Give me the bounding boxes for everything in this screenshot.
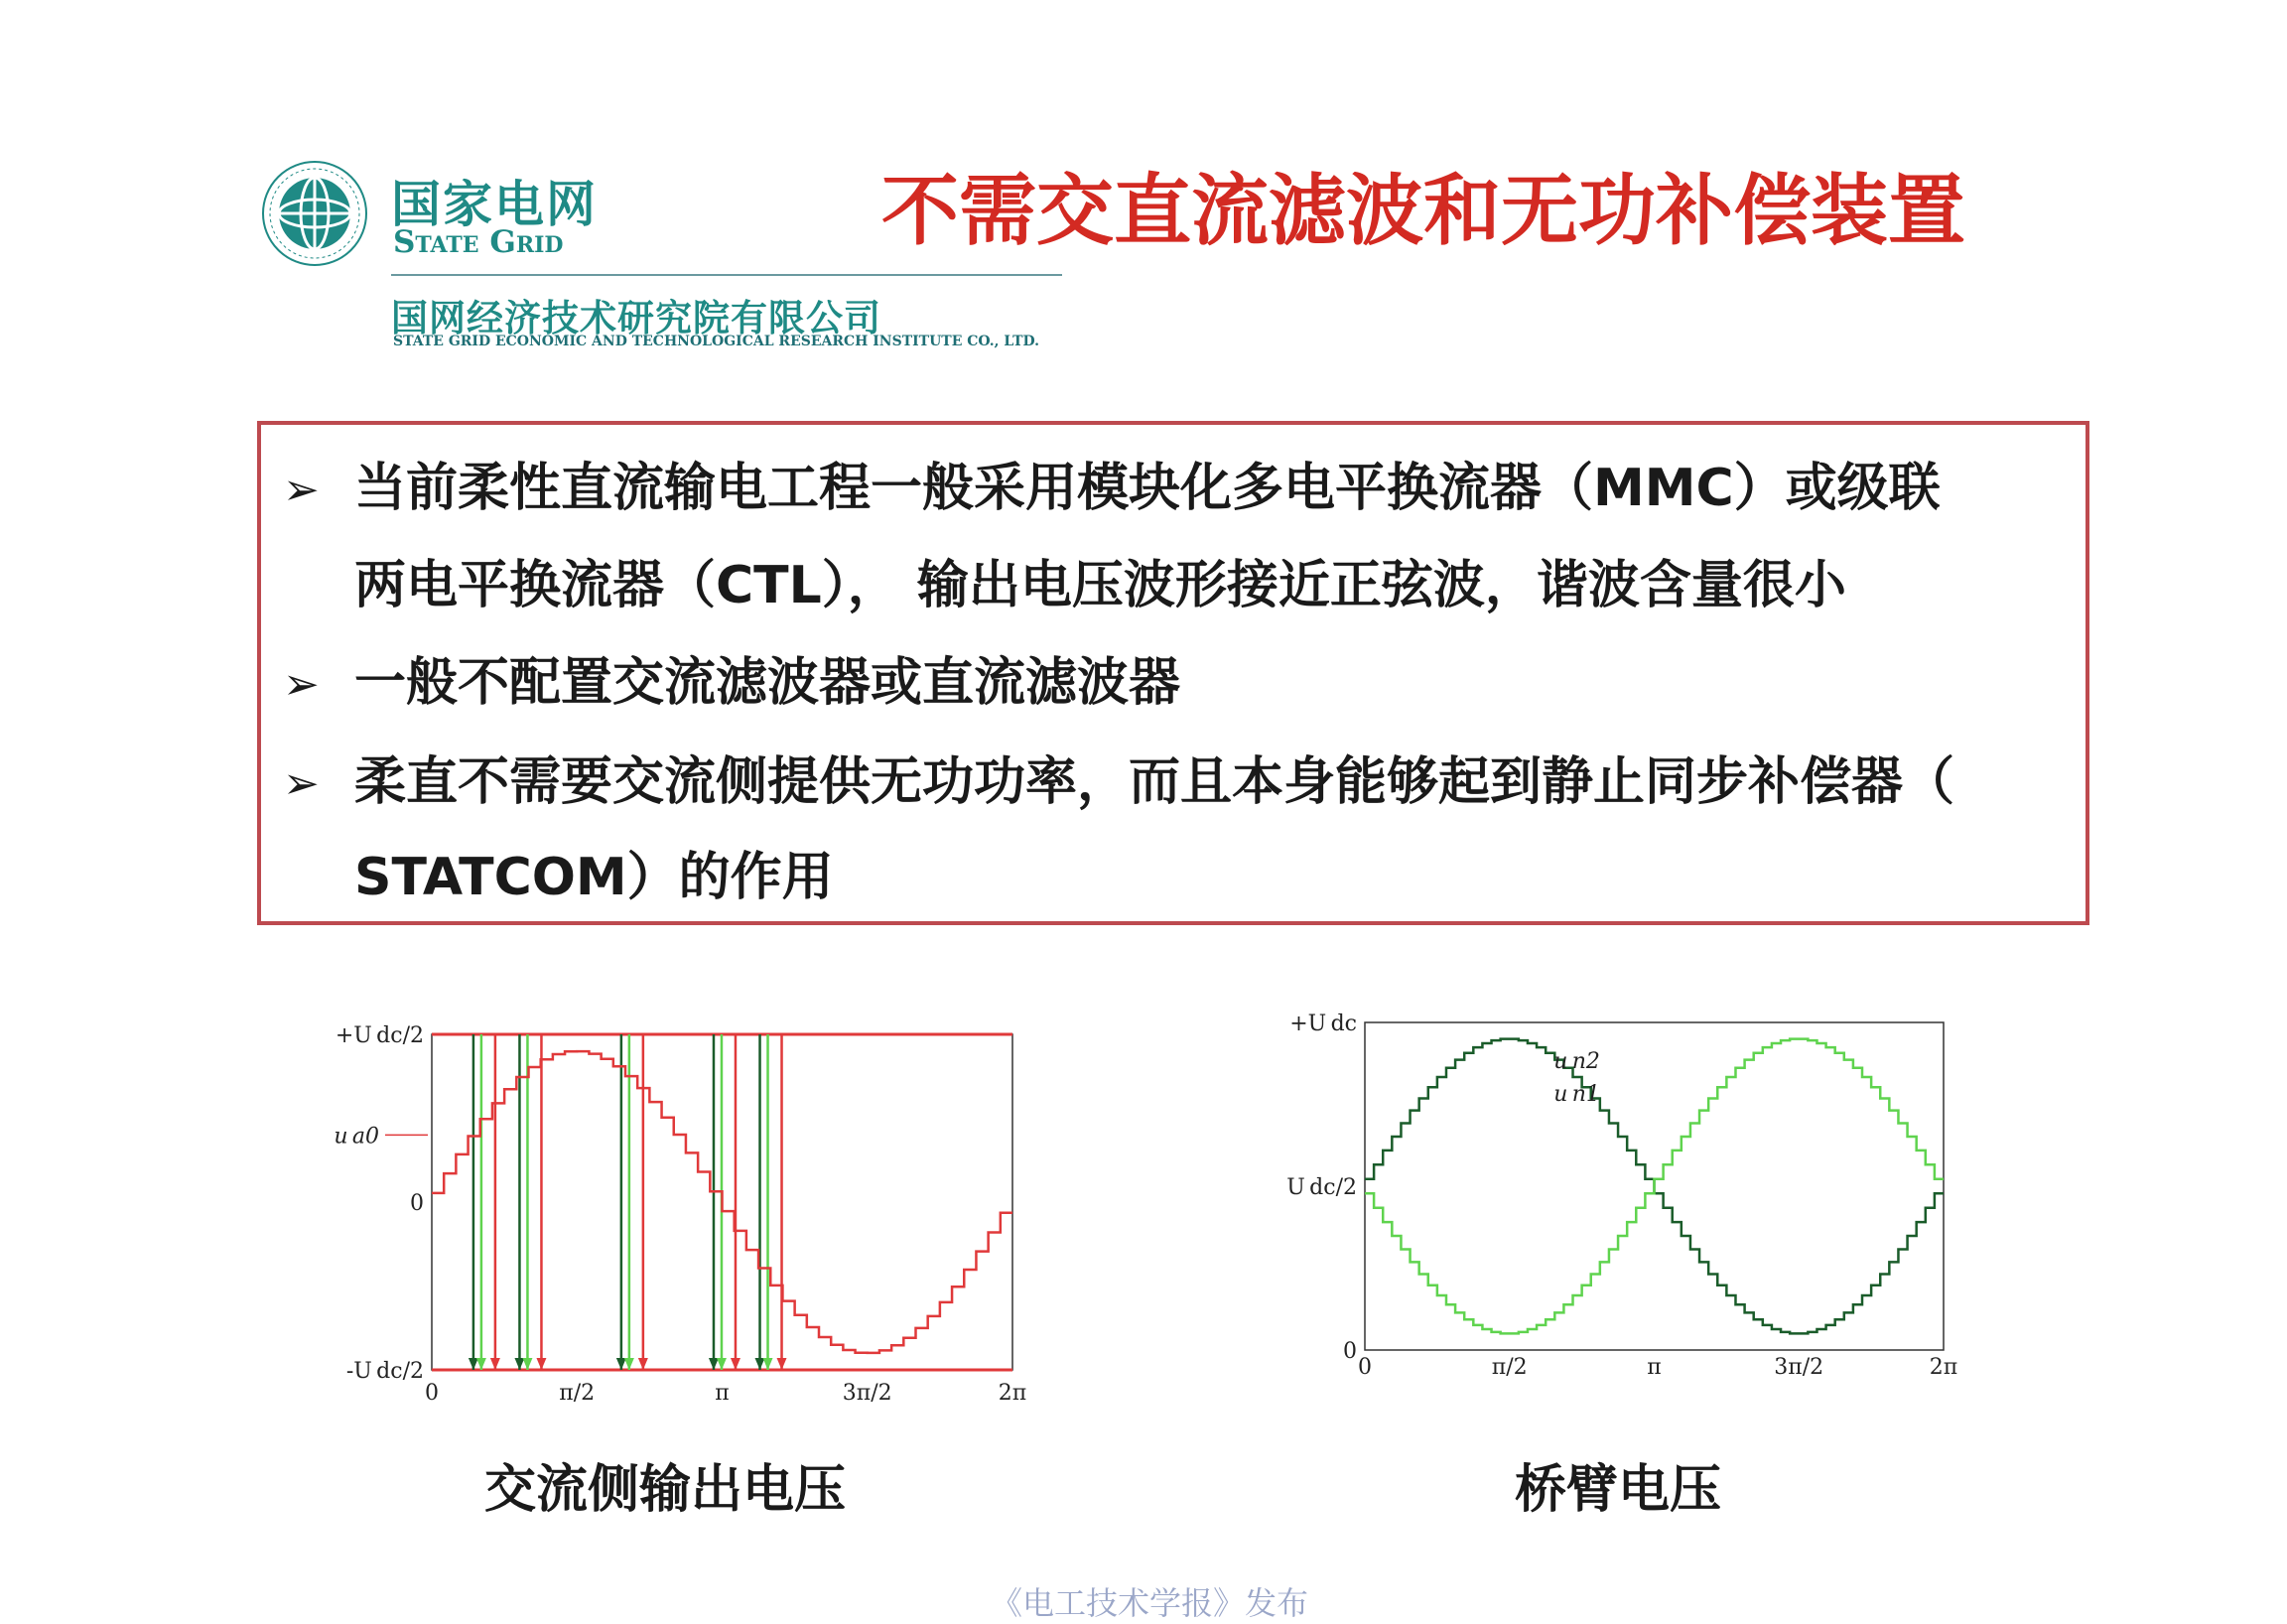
institute-cn-name: 国网经济技术研究院有限公司 (391, 297, 881, 339)
pulse-arrow (469, 1358, 478, 1370)
page-title: 不需交直流滤波和无功补偿装置 (881, 167, 1966, 256)
pulse-arrow (731, 1358, 740, 1370)
x-tick-label: π (1647, 1355, 1662, 1380)
pulse-arrow (717, 1358, 727, 1370)
pulse-arrow (476, 1358, 486, 1370)
logo-cn-text: 国家电网 (391, 176, 598, 233)
x-tick-label: 2π (998, 1381, 1027, 1406)
x-tick-label: π (715, 1381, 730, 1406)
bullet-box (257, 421, 2089, 925)
bullet-2-line-1: 一般不配置交流滤波器或直流滤波器 (354, 653, 1181, 713)
pulse-arrow (536, 1358, 546, 1370)
un2-series-label: u n2 (1553, 1049, 1600, 1075)
right-chart-caption: 桥臂电压 (1515, 1460, 1722, 1520)
pulse-arrow (514, 1358, 524, 1370)
pulse-arrow (616, 1358, 626, 1370)
x-tick-label: 2π (1929, 1355, 1958, 1380)
un1-series-line (1365, 1039, 1944, 1334)
bullet-1-line-1: 当前柔性直流输电工程一般采用模块化多电平换流器（MMC）或级联 (354, 459, 1941, 518)
pulse-arrow (624, 1358, 634, 1370)
pulse-arrow (777, 1358, 787, 1370)
x-tick-label: π/2 (1491, 1355, 1528, 1380)
y-tick-label: U dc/2 (1286, 1175, 1357, 1200)
y-tick-label: -U dc/2 (345, 1359, 424, 1384)
x-tick-label: 3π/2 (1774, 1355, 1824, 1380)
ac-output-voltage-chart (328, 1013, 1042, 1410)
left-chart-caption: 交流侧输出电压 (484, 1460, 847, 1520)
un1-series-label: u n1 (1553, 1082, 1600, 1108)
institute-en-name: STATE GRID ECONOMIC AND TECHNOLOGICAL RESEARCH INSTITUTE CO., LTD. (393, 334, 1040, 349)
state-grid-logo-icon (260, 159, 369, 268)
x-tick-label: π/2 (559, 1381, 596, 1406)
logo-divider (391, 274, 1062, 276)
x-tick-label: 0 (1358, 1355, 1372, 1380)
y-tick-label: +U dc/2 (335, 1023, 424, 1048)
bullet-arrow-icon: ➢ (283, 659, 320, 710)
x-tick-label: 0 (425, 1381, 439, 1406)
bullet-arrow-icon: ➢ (283, 465, 320, 515)
pulse-arrow (490, 1358, 500, 1370)
ua0-series-label: u a0 (334, 1124, 379, 1150)
bullet-1-line-2: 两电平换流器（CTL）， 输出电压波形接近正弦波，谐波含量很小 (354, 556, 1846, 615)
pulse-arrow (709, 1358, 719, 1370)
pulse-arrow (763, 1358, 773, 1370)
bullet-3-line-1: 柔直不需要交流侧提供无功功率，而且本身能够起到静止同步补偿器（ (354, 752, 1955, 812)
arm-voltage-chart (1280, 1003, 1995, 1400)
y-tick-label: +U dc (1289, 1012, 1357, 1036)
pulse-arrow (638, 1358, 648, 1370)
bullet-arrow-icon: ➢ (283, 758, 320, 809)
pulse-arrow (522, 1358, 532, 1370)
bullet-3-line-2: STATCOM）的作用 (354, 848, 834, 907)
pulse-arrow (755, 1358, 765, 1370)
y-tick-label: 0 (1343, 1339, 1357, 1364)
y-tick-label: 0 (410, 1191, 424, 1216)
footer-source: 《电工技术学报》发布 (991, 1584, 1309, 1622)
logo-en-text: State Grid (393, 224, 564, 260)
x-tick-label: 3π/2 (842, 1381, 892, 1406)
